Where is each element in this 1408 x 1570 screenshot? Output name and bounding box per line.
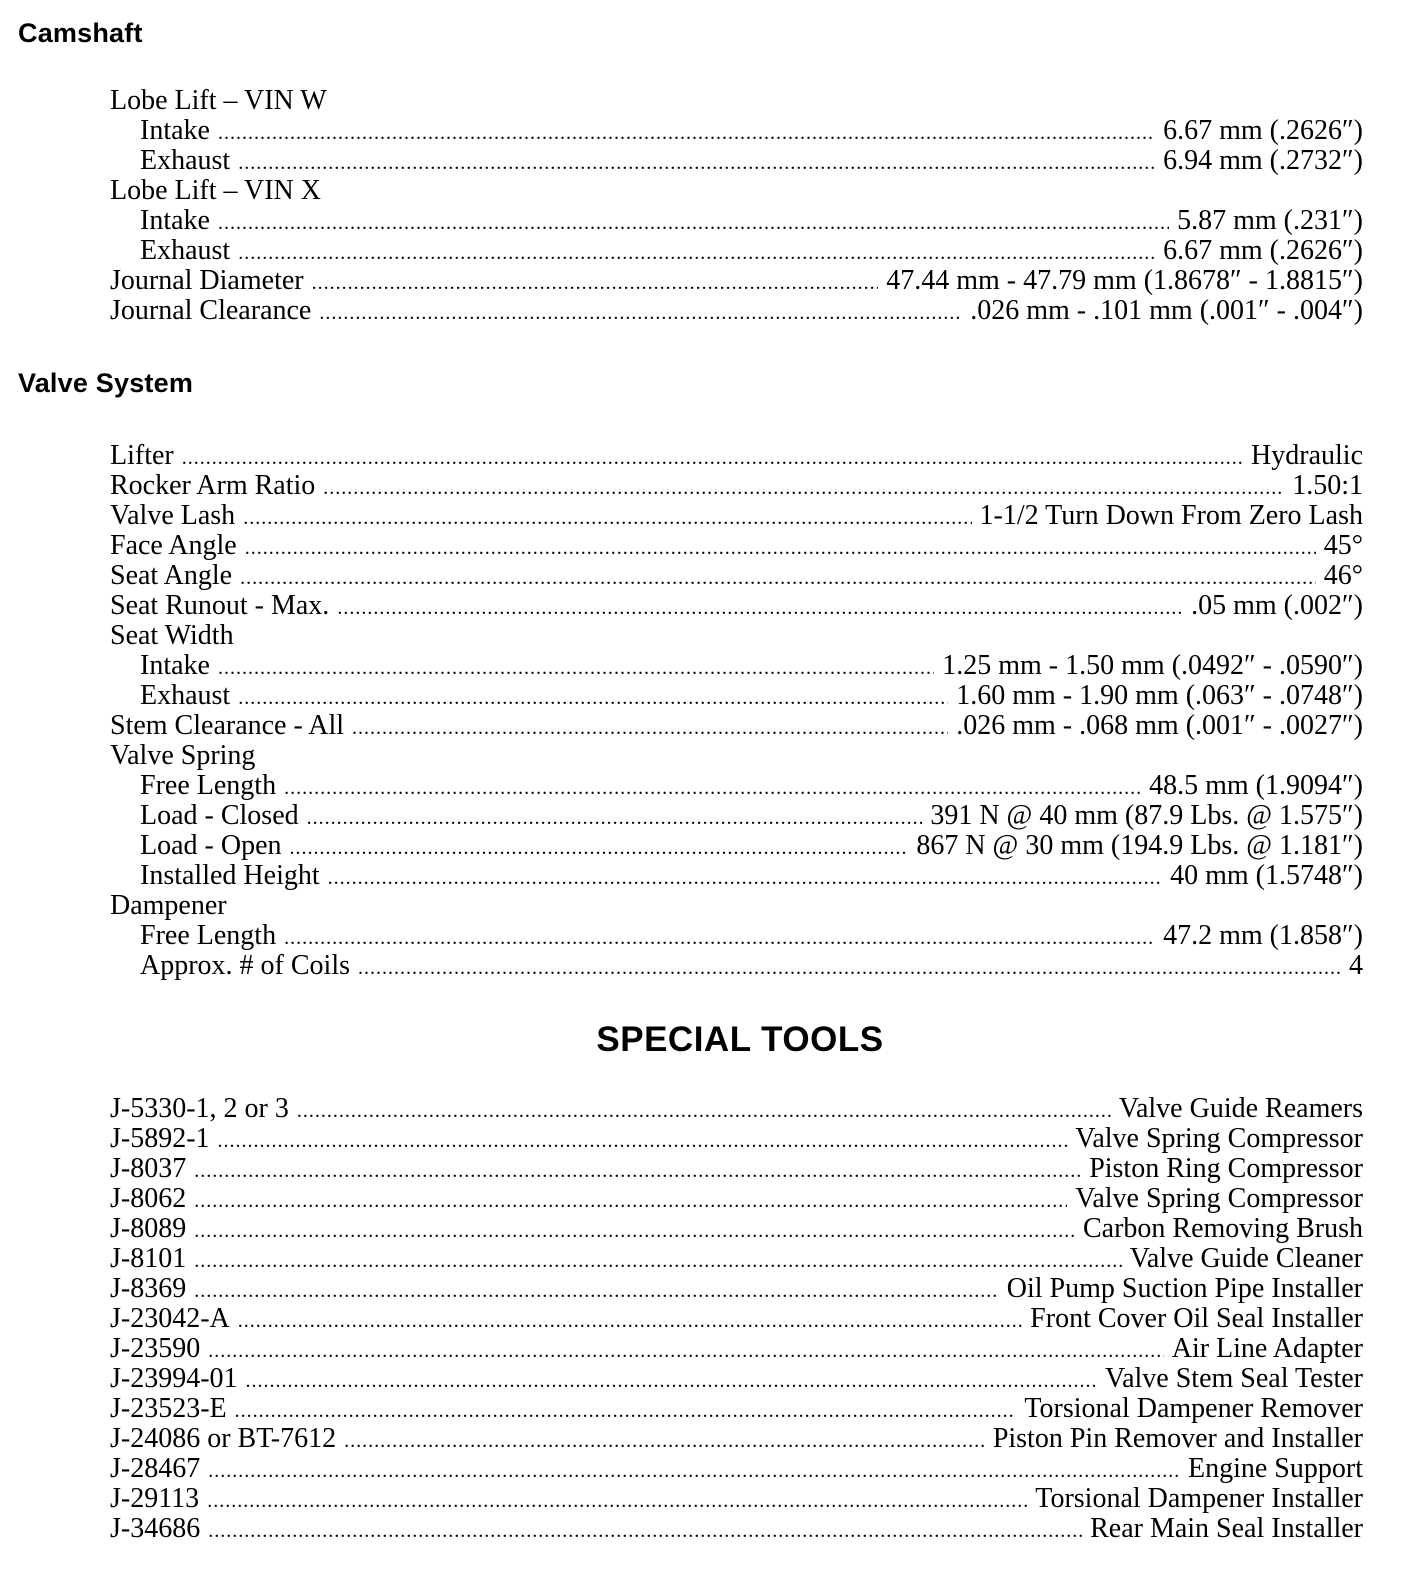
spec-row [110, 1364, 1363, 1394]
spec-value: Torsional Dampener Remover [1024, 1393, 1363, 1424]
spec-row [110, 1394, 1363, 1424]
spec-label: Intake [140, 650, 210, 681]
spec-row [110, 801, 1363, 831]
spec-row [110, 296, 1363, 326]
dot-leader [307, 803, 923, 833]
spec-row [110, 471, 1363, 501]
spec-label: J-23523-E [110, 1393, 227, 1424]
spec-group-header [110, 176, 1363, 206]
spec-label: J-34686 [110, 1513, 201, 1544]
spec-label: Valve Spring [110, 740, 256, 771]
spec-row [110, 1154, 1363, 1184]
spec-row [110, 1184, 1363, 1214]
spec-label: Lobe Lift – VIN X [110, 175, 321, 206]
spec-label: Dampener [110, 890, 227, 921]
dot-leader [290, 833, 909, 863]
spec-value: 391 N @ 40 mm (87.9 Lbs. @ 1.575″) [930, 800, 1363, 831]
spec-label: J-5892-1 [110, 1123, 210, 1154]
dot-leader [246, 1366, 1097, 1396]
spec-label: J-24086 or BT-7612 [110, 1423, 337, 1454]
spec-row [110, 561, 1363, 591]
spec-value: Carbon Removing Brush [1083, 1213, 1363, 1244]
dot-leader [238, 148, 1155, 178]
spec-value: 6.94 mm (.2732″) [1163, 145, 1363, 176]
spec-label: J-23994-01 [110, 1363, 238, 1394]
spec-row [110, 1214, 1363, 1244]
dot-leader [194, 1246, 1122, 1276]
spec-value: 1-1/2 Turn Down From Zero Lash [979, 500, 1363, 531]
dot-leader [245, 533, 1316, 563]
dot-leader [208, 1516, 1082, 1546]
spec-value: 6.67 mm (.2626″) [1163, 115, 1363, 146]
spec-row [110, 711, 1363, 741]
spec-row [110, 651, 1363, 681]
spec-value: Valve Spring Compressor [1075, 1183, 1363, 1214]
spec-row [110, 501, 1363, 531]
dot-leader [194, 1216, 1075, 1246]
spec-row [110, 1424, 1363, 1454]
camshaft-spec-list [110, 86, 1363, 326]
spec-label: Lobe Lift – VIN W [110, 85, 327, 116]
valve-system-heading: Valve System [18, 368, 194, 398]
spec-label: J-8089 [110, 1213, 187, 1244]
spec-value: 45° [1323, 530, 1363, 561]
dot-leader [243, 503, 971, 533]
spec-label: Exhaust [140, 145, 231, 176]
spec-value: 1.50:1 [1292, 470, 1363, 501]
spec-row [110, 861, 1363, 891]
spec-row [110, 1274, 1363, 1304]
spec-value: Front Cover Oil Seal Installer [1030, 1303, 1363, 1334]
spec-value: 1.60 mm - 1.90 mm (.063″ - .0748″) [956, 680, 1363, 711]
dot-leader [297, 1096, 1111, 1126]
spec-row [110, 206, 1363, 236]
spec-value: 48.5 mm (1.9094″) [1149, 770, 1363, 801]
spec-row [110, 591, 1363, 621]
spec-label: J-23042-A [110, 1303, 230, 1334]
spec-label: J-5330-1, 2 or 3 [110, 1093, 289, 1124]
valve-system-spec-list [110, 441, 1363, 981]
spec-label: J-29113 [110, 1483, 200, 1514]
spec-value: Valve Stem Seal Tester [1104, 1363, 1363, 1394]
dot-leader [358, 953, 1341, 983]
spec-label: Journal Clearance [110, 295, 312, 326]
spec-row [110, 146, 1363, 176]
spec-label: Intake [140, 205, 210, 236]
dot-leader [352, 713, 948, 743]
spec-value: Oil Pump Suction Pipe Installer [1006, 1273, 1363, 1304]
spec-value: .026 mm - .068 mm (.001″ - .0027″) [956, 710, 1363, 741]
dot-leader [328, 863, 1163, 893]
spec-row [110, 681, 1363, 711]
dot-leader [208, 1336, 1163, 1366]
spec-value: Piston Pin Remover and Installer [992, 1423, 1363, 1454]
spec-value: 47.2 mm (1.858″) [1163, 920, 1363, 951]
spec-value: Valve Guide Cleaner [1129, 1243, 1363, 1274]
dot-leader [240, 563, 1316, 593]
dot-leader [182, 443, 1243, 473]
spec-label: Exhaust [140, 680, 231, 711]
spec-label: Exhaust [140, 235, 231, 266]
spec-row [110, 921, 1363, 951]
spec-label: Journal Diameter [110, 265, 304, 296]
spec-row [110, 531, 1363, 561]
dot-leader [238, 238, 1155, 268]
spec-label: J-8369 [110, 1273, 187, 1304]
special-tools-heading: SPECIAL TOOLS [596, 1020, 884, 1059]
dot-leader [238, 683, 948, 713]
spec-value: Rear Main Seal Installer [1090, 1513, 1363, 1544]
spec-label: Load - Closed [140, 800, 299, 831]
spec-value: .05 mm (.002″) [1191, 590, 1363, 621]
spec-value: 40 mm (1.5748″) [1170, 860, 1363, 891]
spec-label: J-8101 [110, 1243, 187, 1274]
dot-leader [194, 1276, 999, 1306]
spec-label: J-8062 [110, 1183, 187, 1214]
spec-value: 47.44 mm - 47.79 mm (1.8678″ - 1.8815″) [886, 265, 1363, 296]
spec-value: Piston Ring Compressor [1089, 1153, 1363, 1184]
spec-label: Installed Height [140, 860, 320, 891]
spec-label: Intake [140, 115, 210, 146]
spec-row [110, 1454, 1363, 1484]
dot-leader [284, 773, 1141, 803]
spec-group-header [110, 86, 1363, 116]
spec-value: 6.67 mm (.2626″) [1163, 235, 1363, 266]
dot-leader [323, 473, 1284, 503]
special-tools-list [110, 1094, 1363, 1544]
spec-label: Approx. # of Coils [140, 950, 350, 981]
spec-label: Face Angle [110, 530, 237, 561]
spec-value: .026 mm - .101 mm (.001″ - .004″) [970, 295, 1363, 326]
dot-leader [337, 593, 1183, 623]
spec-label: Rocker Arm Ratio [110, 470, 316, 501]
spec-label: Seat Width [110, 620, 234, 651]
spec-value: 867 N @ 30 mm (194.9 Lbs. @ 1.181″) [916, 830, 1363, 861]
dot-leader [235, 1396, 1017, 1426]
spec-row [110, 831, 1363, 861]
spec-label: J-28467 [110, 1453, 201, 1484]
spec-row [110, 951, 1363, 981]
spec-row [110, 1304, 1363, 1334]
spec-label: Seat Runout - Max. [110, 590, 330, 621]
dot-leader [194, 1186, 1067, 1216]
spec-label: Free Length [140, 770, 277, 801]
spec-label: Lifter [110, 440, 174, 471]
spec-label: Free Length [140, 920, 277, 951]
spec-row [110, 441, 1363, 471]
spec-label: J-8037 [110, 1153, 187, 1184]
dot-leader [284, 923, 1155, 953]
spec-value: 4 [1349, 950, 1363, 981]
spec-row [110, 1334, 1363, 1364]
dot-leader [218, 118, 1155, 148]
spec-value: Torsional Dampener Installer [1035, 1483, 1363, 1514]
spec-row [110, 236, 1363, 266]
spec-value: 5.87 mm (.231″) [1177, 205, 1363, 236]
spec-label: Load - Open [140, 830, 282, 861]
dot-leader [238, 1306, 1022, 1336]
spec-row [110, 116, 1363, 146]
spec-label: Seat Angle [110, 560, 233, 591]
spec-value: 1.25 mm - 1.50 mm (.0492″ - .0590″) [942, 650, 1363, 681]
dot-leader [194, 1156, 1081, 1186]
spec-group-header [110, 621, 1363, 651]
spec-value: Valve Spring Compressor [1075, 1123, 1363, 1154]
dot-leader [218, 1126, 1068, 1156]
dot-leader [218, 653, 934, 683]
dot-leader [312, 268, 879, 298]
spec-row [110, 1094, 1363, 1124]
camshaft-heading: Camshaft [18, 18, 143, 48]
spec-row [110, 771, 1363, 801]
spec-row [110, 1124, 1363, 1154]
dot-leader [207, 1486, 1027, 1516]
spec-value: 46° [1323, 560, 1363, 591]
spec-row [110, 1514, 1363, 1544]
spec-label: Stem Clearance - All [110, 710, 345, 741]
spec-group-header [110, 891, 1363, 921]
spec-value: Engine Support [1188, 1453, 1363, 1484]
spec-label: Valve Lash [110, 500, 236, 531]
dot-leader [218, 208, 1169, 238]
spec-row [110, 1484, 1363, 1514]
spec-value: Air Line Adapter [1171, 1333, 1363, 1364]
spec-value: Valve Guide Reamers [1118, 1093, 1363, 1124]
spec-group-header [110, 741, 1363, 771]
spec-value: Hydraulic [1251, 440, 1363, 471]
dot-leader [344, 1426, 985, 1456]
spec-row [110, 1244, 1363, 1274]
dot-leader [319, 298, 962, 328]
dot-leader [208, 1456, 1180, 1486]
spec-label: J-23590 [110, 1333, 201, 1364]
spec-row [110, 266, 1363, 296]
